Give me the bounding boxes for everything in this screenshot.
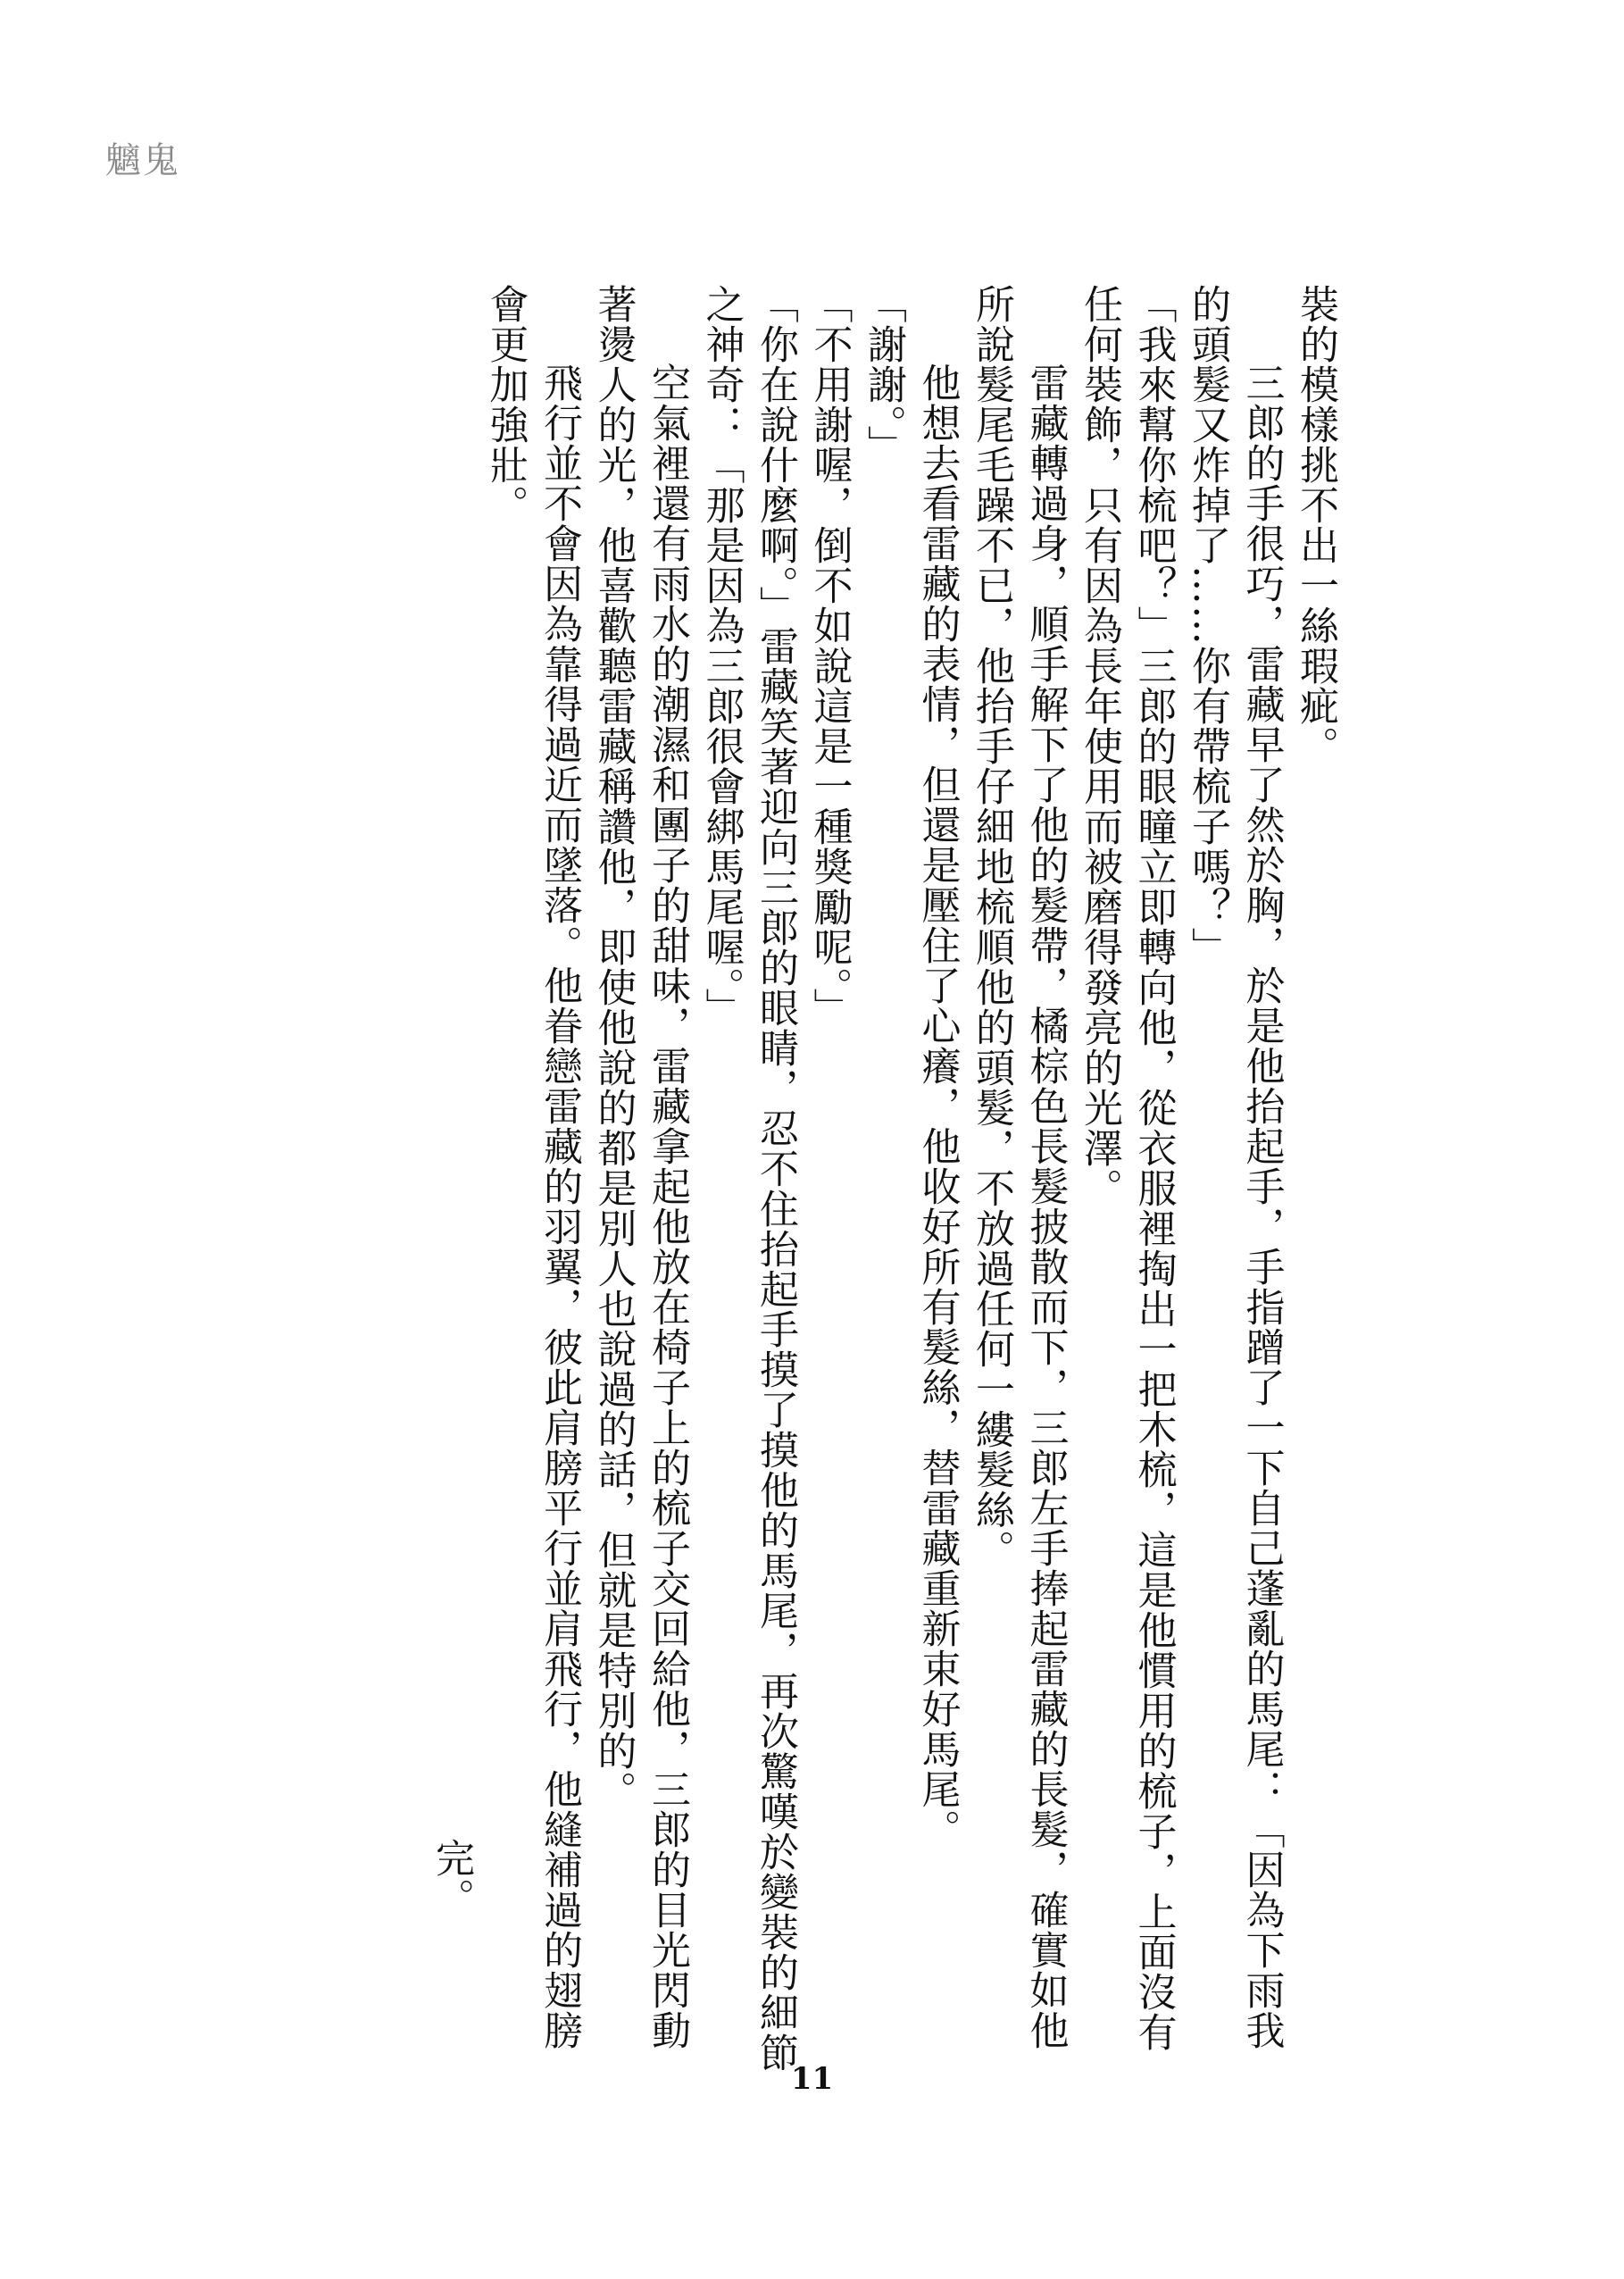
paragraph: 空氣裡還有雨水的潮濕和團子的甜味，雷藏拿起他放在椅子上的梳子交回給他，三郎的目光閃動著燙人的光，他喜歡聽雷藏稱讚他，即使他說的都是別人也說過的話，但就是特別的。 — [590, 284, 690, 2050]
end-mark: 完。 — [429, 1838, 474, 1918]
page-number: 11 — [790, 2061, 834, 2097]
paragraph: 三郎的手很巧，雷藏早了然於胸，於是他抬起手，手指蹭了一下自己蓬亂的馬尾：「因為下雨我的頭髮又炸掉了……你有帶梳子嗎？」 — [1185, 284, 1285, 2050]
vertical-text-body — [235, 284, 1342, 2088]
paragraph: 「我來幫你梳吧？」三郎的眼瞳立即轉向他，從衣服裡掏出一把木梳，這是他慣用的梳子，上面沒有任何裝飾，只有因為長年使用而被磨得發亮的光澤。 — [1077, 284, 1177, 2052]
paragraph: 他想去看雷藏的表情，但還是壓住了心癢，他收好所有髮絲，替雷藏重新束好馬尾。 — [914, 363, 961, 1849]
paragraph: 裝的模樣挑不出一絲瑕疵。 — [1293, 284, 1338, 766]
paragraph: 「你在說什麼啊。」雷藏笑著迎向三郎的眼睛，忍不住抬起手摸了摸他的馬尾，再次驚嘆於變裝的細節之神奇：「那是因為三郎很會綁馬尾喔。」 — [698, 284, 798, 2073]
paragraph: 飛行並不會因為靠得過近而墜落。他眷戀雷藏的羽翼，彼此肩膀平行並肩飛行，他縫補過的翅膀會更加強壯。 — [482, 284, 582, 2050]
paragraph: 雷藏轉過身，順手解下了他的髮帶，橘棕色長髮披散而下，三郎左手捧起雷藏的長髮，確實如他所說髮尾毛躁不已，他抬手仔細地梳順他的頭髮，不放過任何一縷髮絲。 — [969, 284, 1069, 2050]
paragraph: 「不用謝喔，倒不如說這是一種獎勵呢。」 — [806, 284, 853, 1028]
running-header-title: 魑鬼 — [105, 140, 180, 181]
paragraph: 「謝謝。」 — [861, 284, 906, 465]
